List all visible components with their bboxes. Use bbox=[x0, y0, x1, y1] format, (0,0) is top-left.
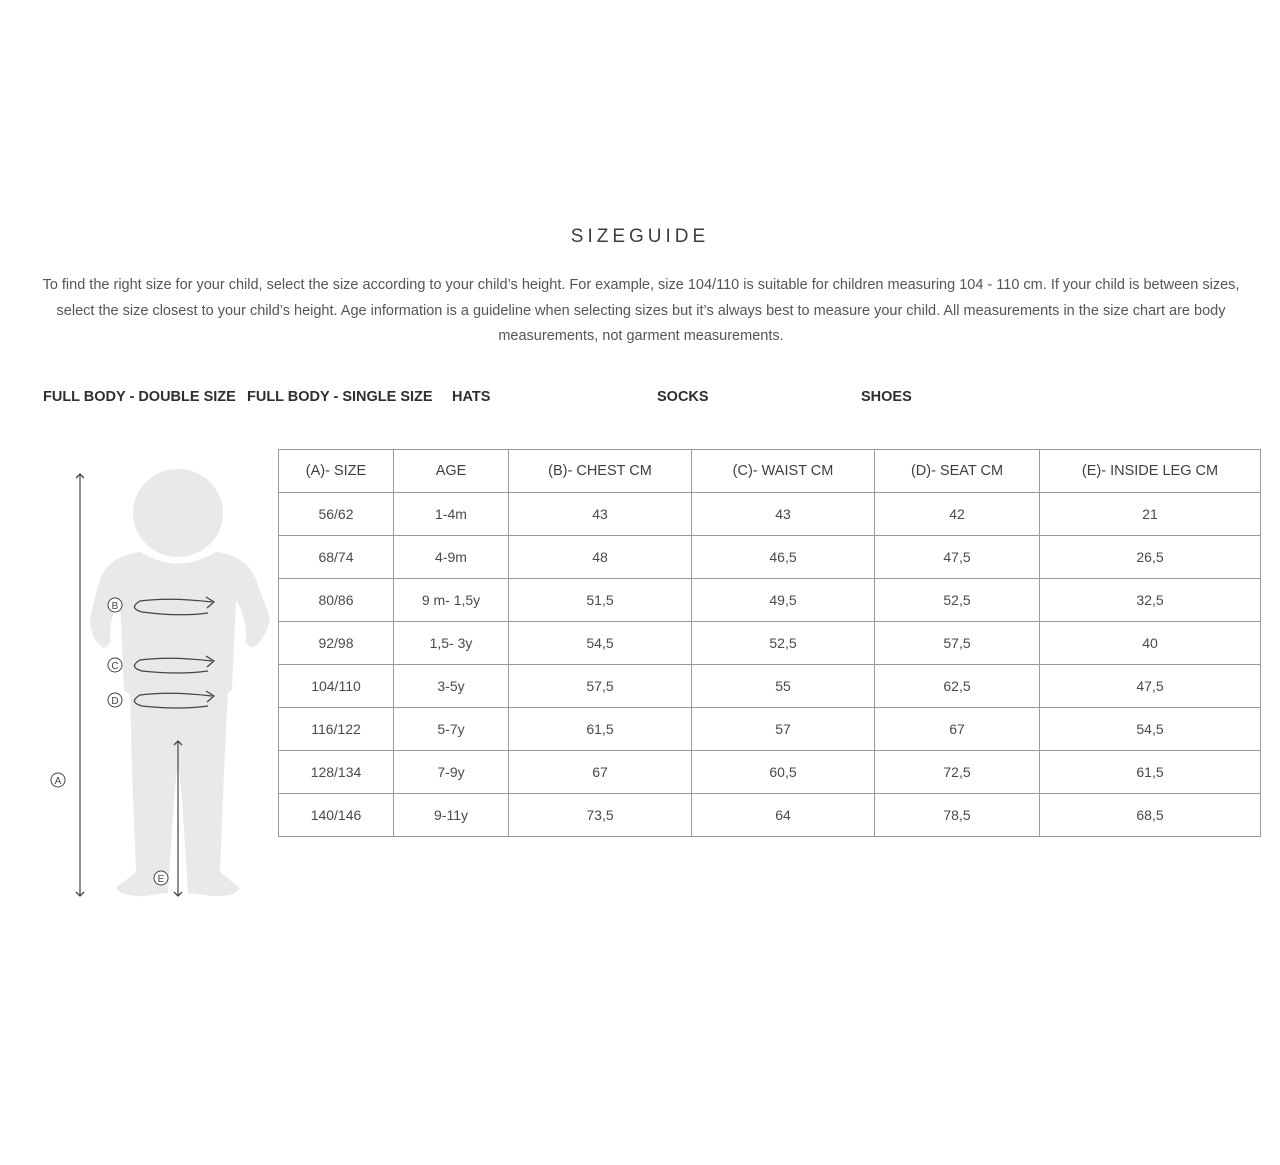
table-row bbox=[279, 493, 1261, 536]
cell-seat: 72,5 bbox=[875, 751, 1040, 794]
intro-text: To find the right size for your child, select the size according to your child’s height. For example, size 104/110 is suitable for children measuring 104 - 110 cm. If your child is between sizes, select the size closest to your child’s height. Age information is a guideline when selecting sizes but it’s always best to measure your child. All measurements in the size chart are body measurements, not garment measurements. bbox=[42, 277, 1240, 344]
label-b: B bbox=[111, 601, 119, 612]
cell-seat: 78,5 bbox=[875, 794, 1040, 837]
label-a-circle bbox=[51, 773, 65, 787]
cell-inside-leg: 68,5 bbox=[1040, 794, 1261, 837]
size-chart-table bbox=[278, 449, 1261, 837]
cell-seat: 67 bbox=[875, 708, 1040, 751]
cell-waist: 57 bbox=[692, 708, 875, 751]
cell-chest: 51,5 bbox=[509, 579, 692, 622]
cell-size: 128/134 bbox=[279, 751, 394, 794]
cell-waist: 52,5 bbox=[692, 622, 875, 665]
cell-age: 9-11y bbox=[394, 794, 509, 837]
cell-waist: 46,5 bbox=[692, 536, 875, 579]
cell-size: 80/86 bbox=[279, 579, 394, 622]
cell-chest: 61,5 bbox=[509, 708, 692, 751]
cell-age: 7-9y bbox=[394, 751, 509, 794]
cell-waist: 55 bbox=[692, 665, 875, 708]
tab-shoes[interactable]: SHOES bbox=[861, 389, 912, 405]
cell-age: 1-4m bbox=[394, 493, 509, 536]
tab-hats[interactable]: HATS bbox=[452, 389, 491, 405]
table-row bbox=[279, 794, 1261, 837]
header-age: AGE bbox=[394, 450, 509, 493]
table-row bbox=[279, 536, 1261, 579]
header-waist: (C)- WAIST CM bbox=[692, 450, 875, 493]
cell-seat: 62,5 bbox=[875, 665, 1040, 708]
tab-full-body-double-size[interactable]: FULL BODY - DOUBLE SIZE bbox=[43, 389, 236, 405]
cell-size: 56/62 bbox=[279, 493, 394, 536]
table-row bbox=[279, 751, 1261, 794]
table-row bbox=[279, 665, 1261, 708]
cell-inside-leg: 47,5 bbox=[1040, 665, 1261, 708]
cell-chest: 43 bbox=[509, 493, 692, 536]
cell-size: 92/98 bbox=[279, 622, 394, 665]
cell-size: 140/146 bbox=[279, 794, 394, 837]
header-chest: (B)- CHEST CM bbox=[509, 450, 692, 493]
cell-inside-leg: 40 bbox=[1040, 622, 1261, 665]
label-c: C bbox=[111, 661, 119, 672]
cell-inside-leg: 26,5 bbox=[1040, 536, 1261, 579]
cell-waist: 60,5 bbox=[692, 751, 875, 794]
cell-seat: 47,5 bbox=[875, 536, 1040, 579]
label-c-circle bbox=[108, 658, 122, 672]
header-row bbox=[279, 450, 1261, 493]
tab-full-body-single-size[interactable]: FULL BODY - SINGLE SIZE bbox=[247, 389, 433, 405]
cell-chest: 73,5 bbox=[509, 794, 692, 837]
label-b-circle bbox=[108, 598, 122, 612]
table-row bbox=[279, 579, 1261, 622]
cell-age: 4-9m bbox=[394, 536, 509, 579]
cell-age: 5-7y bbox=[394, 708, 509, 751]
cell-age: 1,5- 3y bbox=[394, 622, 509, 665]
cell-inside-leg: 54,5 bbox=[1040, 708, 1261, 751]
tab-socks[interactable]: SOCKS bbox=[657, 389, 709, 405]
cell-age: 9 m- 1,5y bbox=[394, 579, 509, 622]
measurement-diagram bbox=[40, 462, 280, 907]
header-inside-leg: (E)- INSIDE LEG CM bbox=[1040, 450, 1261, 493]
cell-chest: 57,5 bbox=[509, 665, 692, 708]
header-size: (A)- SIZE bbox=[279, 450, 394, 493]
table-row bbox=[279, 622, 1261, 665]
cell-seat: 57,5 bbox=[875, 622, 1040, 665]
cell-waist: 43 bbox=[692, 493, 875, 536]
label-d: D bbox=[111, 696, 119, 707]
label-e-circle bbox=[154, 871, 168, 885]
size-chart-body bbox=[279, 493, 1261, 837]
cell-size: 116/122 bbox=[279, 708, 394, 751]
size-category-tabs bbox=[0, 389, 1280, 409]
cell-age: 3-5y bbox=[394, 665, 509, 708]
cell-size: 104/110 bbox=[279, 665, 394, 708]
label-d-circle bbox=[108, 693, 122, 707]
header-seat: (D)- SEAT CM bbox=[875, 450, 1040, 493]
cell-seat: 42 bbox=[875, 493, 1040, 536]
label-a: A bbox=[54, 776, 62, 787]
cell-inside-leg: 32,5 bbox=[1040, 579, 1261, 622]
cell-waist: 64 bbox=[692, 794, 875, 837]
label-e: E bbox=[157, 874, 165, 885]
child-silhouette bbox=[90, 469, 270, 896]
cell-waist: 49,5 bbox=[692, 579, 875, 622]
child-measurement-figure bbox=[40, 462, 280, 907]
cell-chest: 54,5 bbox=[509, 622, 692, 665]
cell-seat: 52,5 bbox=[875, 579, 1040, 622]
cell-inside-leg: 61,5 bbox=[1040, 751, 1261, 794]
cell-size: 68/74 bbox=[279, 536, 394, 579]
table-row bbox=[279, 708, 1261, 751]
size-chart-header bbox=[279, 450, 1261, 493]
cell-chest: 48 bbox=[509, 536, 692, 579]
page-title: SIZEGUIDE bbox=[570, 226, 710, 247]
cell-chest: 67 bbox=[509, 751, 692, 794]
cell-inside-leg: 21 bbox=[1040, 493, 1261, 536]
